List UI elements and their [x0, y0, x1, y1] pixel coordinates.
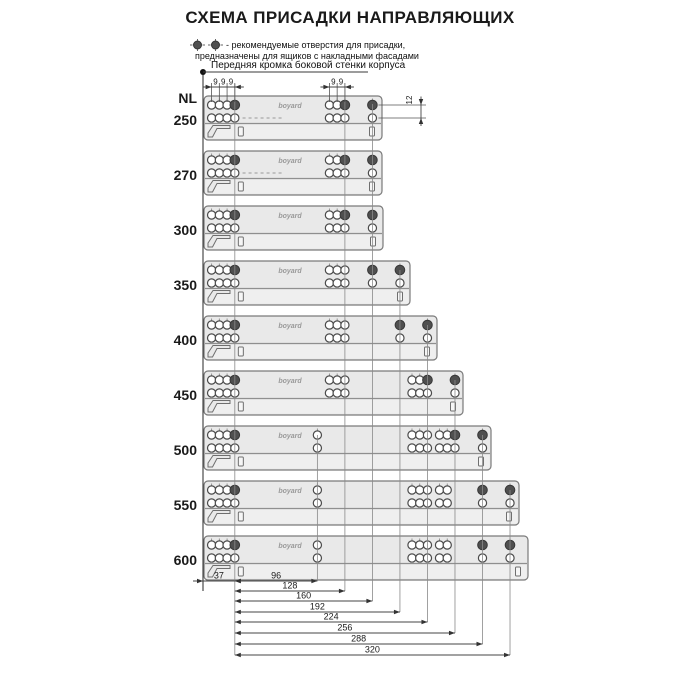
- rail-row-270: [174, 151, 382, 195]
- mounting-hole: [416, 444, 424, 452]
- flange-slot: [238, 127, 243, 136]
- rail-row-350: [174, 261, 410, 305]
- mounting-hole: [325, 224, 333, 232]
- flange-slot: [425, 347, 430, 356]
- mounting-hole: [208, 266, 216, 274]
- mounting-hole: [408, 376, 416, 384]
- mounting-hole: [208, 376, 216, 384]
- mounting-hole: [208, 101, 216, 109]
- mounting-hole: [408, 444, 416, 452]
- mounting-hole: [443, 499, 451, 507]
- mounting-hole: [208, 334, 216, 342]
- brand-logo: boyard: [278, 488, 302, 495]
- nl-value: 300: [173, 222, 197, 238]
- mounting-hole: [215, 224, 223, 232]
- mounting-hole: [223, 279, 231, 287]
- brand-logo: boyard: [278, 433, 302, 440]
- mounting-hole: [325, 169, 333, 177]
- front-edge-label: Передняя кромка боковой стенки корпуса: [211, 60, 406, 71]
- mounting-hole: [333, 279, 341, 287]
- mounting-hole: [223, 554, 231, 562]
- legend: [190, 39, 419, 62]
- mounting-hole: [408, 431, 416, 439]
- flange-slot: [238, 292, 243, 301]
- mounting-hole: [215, 156, 223, 164]
- mounting-hole: [215, 101, 223, 109]
- recommended-hole-icon: [208, 39, 223, 51]
- mounting-hole: [215, 211, 223, 219]
- dimension-128: [235, 581, 345, 594]
- mounting-hole: [223, 169, 231, 177]
- dimension-value: 224: [323, 611, 339, 622]
- mounting-hole: [435, 541, 443, 549]
- mounting-hole: [208, 389, 216, 397]
- svg-text:9: 9: [213, 77, 218, 87]
- mounting-hole: [416, 499, 424, 507]
- dimension-224: [235, 612, 428, 625]
- mounting-hole: [208, 279, 216, 287]
- brand-logo: boyard: [278, 543, 302, 550]
- nl-value: 500: [173, 442, 197, 458]
- mounting-hole: [325, 389, 333, 397]
- mounting-hole: [408, 389, 416, 397]
- mounting-hole: [435, 486, 443, 494]
- mounting-hole: [333, 169, 341, 177]
- mounting-hole: [223, 389, 231, 397]
- mounting-hole: [333, 389, 341, 397]
- mounting-hole: [223, 334, 231, 342]
- flange-slot: [238, 567, 243, 576]
- mounting-hole: [443, 541, 451, 549]
- mounting-hole: [215, 169, 223, 177]
- dimension-320: [235, 645, 510, 658]
- mounting-hole: [416, 389, 424, 397]
- mounting-hole: [325, 114, 333, 122]
- svg-text:9: 9: [220, 77, 226, 87]
- mounting-hole: [215, 554, 223, 562]
- mounting-hole: [416, 541, 424, 549]
- mounting-hole: [215, 486, 223, 494]
- mounting-hole: [416, 554, 424, 562]
- rail-row-450: [174, 371, 463, 415]
- nl-value: 350: [173, 277, 197, 293]
- mounting-hole: [333, 114, 341, 122]
- mounting-hole: [325, 321, 333, 329]
- legend-line1: - рекомендуемые отверстия для присадки,: [226, 39, 406, 50]
- mounting-hole: [208, 211, 216, 219]
- rail-row-250: [174, 96, 382, 140]
- mounting-hole: [435, 499, 443, 507]
- mounting-hole: [325, 279, 333, 287]
- dimension-value: 160: [296, 590, 312, 601]
- mounting-hole: [215, 499, 223, 507]
- mounting-hole: [215, 444, 223, 452]
- mounting-hole: [325, 211, 333, 219]
- mounting-hole: [215, 389, 223, 397]
- legend-line2: предназначены для ящиков с накладными фасадами: [195, 51, 419, 61]
- mounting-hole: [435, 431, 443, 439]
- dimension-160: [235, 591, 373, 604]
- dimension-value: 256: [337, 622, 353, 633]
- mounting-hole: [435, 554, 443, 562]
- svg-text:9: 9: [331, 77, 336, 87]
- mounting-hole: [223, 499, 231, 507]
- mounting-hole: [416, 431, 424, 439]
- nl-value: 400: [173, 332, 197, 348]
- mounting-hole: [223, 114, 231, 122]
- nl-value: 270: [173, 167, 197, 183]
- flange-slot: [238, 457, 243, 466]
- mounting-hole: [408, 541, 416, 549]
- mounting-hole: [208, 486, 216, 494]
- recommended-hole-icon: [190, 39, 205, 51]
- mounting-hole: [208, 499, 216, 507]
- mounting-hole: [333, 266, 341, 274]
- brand-logo: boyard: [278, 378, 302, 385]
- flange-slot: [370, 127, 375, 136]
- nl-value: 250: [173, 112, 197, 128]
- rail-row-300: [174, 206, 383, 250]
- brand-logo: boyard: [278, 268, 302, 275]
- brand-logo: boyard: [278, 103, 302, 110]
- mounting-hole: [325, 334, 333, 342]
- flange-slot: [238, 347, 243, 356]
- flange-slot: [507, 512, 512, 521]
- mounting-hole: [208, 321, 216, 329]
- mounting-hole: [333, 224, 341, 232]
- mounting-hole: [223, 224, 231, 232]
- brand-logo: boyard: [278, 323, 302, 330]
- mounting-hole: [325, 376, 333, 384]
- dimension-256: [235, 623, 455, 636]
- mounting-hole: [333, 321, 341, 329]
- flange-slot: [238, 237, 243, 246]
- flange-slot: [516, 567, 521, 576]
- nl-header: NL: [178, 90, 197, 106]
- nl-value: 550: [173, 497, 197, 513]
- mounting-hole: [408, 486, 416, 494]
- svg-text:12: 12: [405, 95, 414, 105]
- page-title: СХЕМА ПРИСАДКИ НАПРАВЛЯЮЩИХ: [185, 8, 515, 27]
- mounting-hole: [208, 554, 216, 562]
- mounting-hole: [215, 266, 223, 274]
- svg-text:9: 9: [228, 77, 234, 87]
- dimension-row-gap: [378, 95, 426, 126]
- mounting-hole: [443, 444, 451, 452]
- svg-text:9: 9: [338, 77, 344, 87]
- mounting-hole: [208, 224, 216, 232]
- dimension-value: 96: [271, 570, 282, 581]
- brand-logo: boyard: [278, 213, 302, 220]
- dimension-value: 320: [364, 644, 380, 655]
- brand-logo: boyard: [278, 158, 302, 165]
- mounting-hole: [223, 444, 231, 452]
- mounting-hole: [208, 156, 216, 164]
- nl-value: 450: [173, 387, 197, 403]
- flange-slot: [371, 237, 376, 246]
- mounting-hole: [215, 279, 223, 287]
- dimension-192: [235, 602, 400, 615]
- mounting-hole: [215, 541, 223, 549]
- mounting-hole: [443, 554, 451, 562]
- mounting-hole: [215, 376, 223, 384]
- mounting-hole: [208, 431, 216, 439]
- mounting-hole: [325, 101, 333, 109]
- mounting-hole: [208, 444, 216, 452]
- nl-value: 600: [173, 552, 197, 568]
- mounting-hole: [208, 169, 216, 177]
- mounting-hole: [215, 114, 223, 122]
- mounting-hole: [325, 266, 333, 274]
- mounting-hole: [208, 114, 216, 122]
- dimension-value: 37: [213, 570, 224, 581]
- mounting-hole: [215, 334, 223, 342]
- dimension-value: 192: [309, 601, 325, 612]
- dimension-value: 288: [351, 633, 367, 644]
- mounting-hole: [333, 376, 341, 384]
- mounting-hole: [215, 321, 223, 329]
- flange-slot: [238, 402, 243, 411]
- rail-row-400: [174, 316, 437, 360]
- flange-slot: [370, 182, 375, 191]
- mounting-hole: [408, 499, 416, 507]
- mounting-hole: [416, 486, 424, 494]
- mounting-hole: [435, 444, 443, 452]
- rail-row-600: [174, 536, 528, 580]
- mounting-hole: [215, 431, 223, 439]
- mounting-hole: [408, 554, 416, 562]
- dimension-value: 128: [282, 580, 298, 591]
- flange-slot: [238, 512, 243, 521]
- mounting-hole: [333, 334, 341, 342]
- dimension-288: [235, 634, 483, 647]
- mounting-hole: [443, 486, 451, 494]
- flange-slot: [238, 182, 243, 191]
- rail-row-550: [174, 481, 519, 525]
- mounting-hole: [208, 541, 216, 549]
- rail-row-500: [174, 426, 491, 470]
- mounting-hole: [325, 156, 333, 164]
